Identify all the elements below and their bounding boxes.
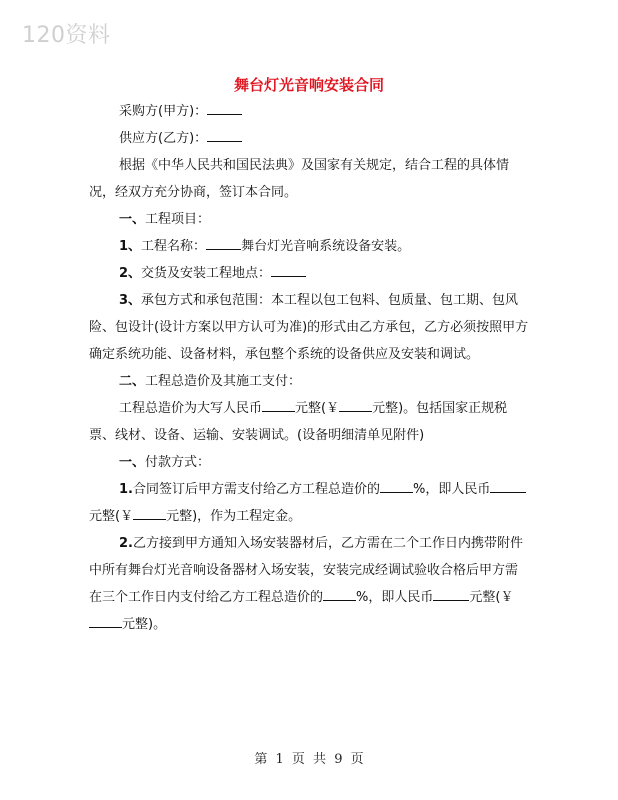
payment-1-text-3: 元整(￥	[89, 509, 134, 524]
item-3	[89, 287, 529, 368]
party-a-line	[89, 98, 529, 125]
item-1	[89, 233, 529, 260]
document-title: 舞台灯光音响安装合同	[233, 76, 384, 94]
payment-2-text-4: 元整)。	[122, 617, 167, 632]
section-1-heading	[89, 206, 529, 233]
item-2-blank	[271, 262, 306, 277]
item-1-label: 工程名称：	[141, 239, 207, 254]
section-1-number: 一、	[119, 212, 146, 227]
section-2-number: 二、	[119, 374, 146, 389]
watermark: 120资料	[22, 23, 111, 48]
payment-1	[89, 476, 529, 530]
section-2-heading	[89, 368, 529, 395]
section-1-title: 工程项目：	[145, 212, 211, 227]
price-text-1: 工程总造价为大写人民币	[119, 401, 263, 416]
party-a-label: 采购方(甲方)：	[119, 104, 208, 119]
payment-2-text-2: %，即人民币	[356, 590, 434, 605]
section-3-heading	[89, 449, 529, 476]
item-1-suffix: 舞台灯光音响系统设备安装。	[241, 239, 411, 254]
payment-1-text-1: 合同签订后甲方需支付给乙方工程总造价的	[132, 482, 380, 497]
item-2	[89, 260, 529, 287]
payment-1-blank-2	[490, 478, 526, 493]
payment-2-text-1: 乙方接到甲方通知入场安装器材后，乙方需在二个工作日内携带附件中所有舞台灯光音响设备器材入场安装，安装完成经调试验收合格后甲方需在三个工作日内支付给乙方工程总造价的	[89, 536, 523, 605]
payment-1-number: 1.	[119, 482, 133, 497]
item-2-number: 2、	[119, 266, 142, 281]
item-1-number: 1、	[119, 239, 142, 254]
page-footer: 第 1 页 共 9 页	[254, 752, 364, 767]
price-paragraph	[89, 395, 529, 449]
payment-2-text-3: 元整(￥	[469, 590, 514, 605]
party-b-label: 供应方(乙方)：	[119, 131, 208, 146]
payment-2	[89, 530, 529, 638]
intro-paragraph: 根据《中华人民共和国民法典》及国家有关规定，结合工程的具体情况，经双方充分协商，签订本合同。	[89, 158, 510, 200]
item-3-text: 承包方式和承包范围：本工程以包工包料、包质量、包工期、包风险、包设计(设计方案以甲方认可为准)的形式由乙方承包，乙方必须按照甲方确定系统功能、设备材料，承包整个系统的设备供应及安装和调试。	[89, 293, 529, 362]
party-b-blank	[207, 127, 242, 142]
item-2-label: 交货及安装工程地点：	[141, 266, 272, 281]
section-3-title: 付款方式：	[145, 455, 211, 470]
section-3-number: 一、	[119, 455, 146, 470]
payment-1-blank-1	[380, 478, 413, 493]
party-b-line	[89, 125, 529, 152]
item-3-number: 3、	[119, 293, 142, 308]
payment-2-number: 2.	[119, 536, 133, 551]
payment-2-blank-3	[89, 613, 122, 628]
document-body	[89, 98, 529, 638]
price-blank-1	[262, 397, 295, 412]
section-2-title: 工程总造价及其施工支付：	[145, 374, 302, 389]
price-blank-2	[339, 397, 372, 412]
item-1-blank	[206, 235, 241, 250]
price-text-2: 元整(￥	[295, 401, 340, 416]
payment-1-text-2: %，即人民币	[413, 482, 491, 497]
payment-1-blank-3	[133, 505, 166, 520]
party-a-blank	[207, 100, 242, 115]
payment-2-blank-2	[433, 586, 469, 601]
price-text-3: 元整)。包括国家正规税票、线材、设备、运输、安装调试。(设备明细清单见附件)	[89, 401, 508, 443]
payment-1-text-4: 元整)，作为工程定金。	[166, 509, 302, 524]
payment-2-blank-1	[323, 586, 356, 601]
